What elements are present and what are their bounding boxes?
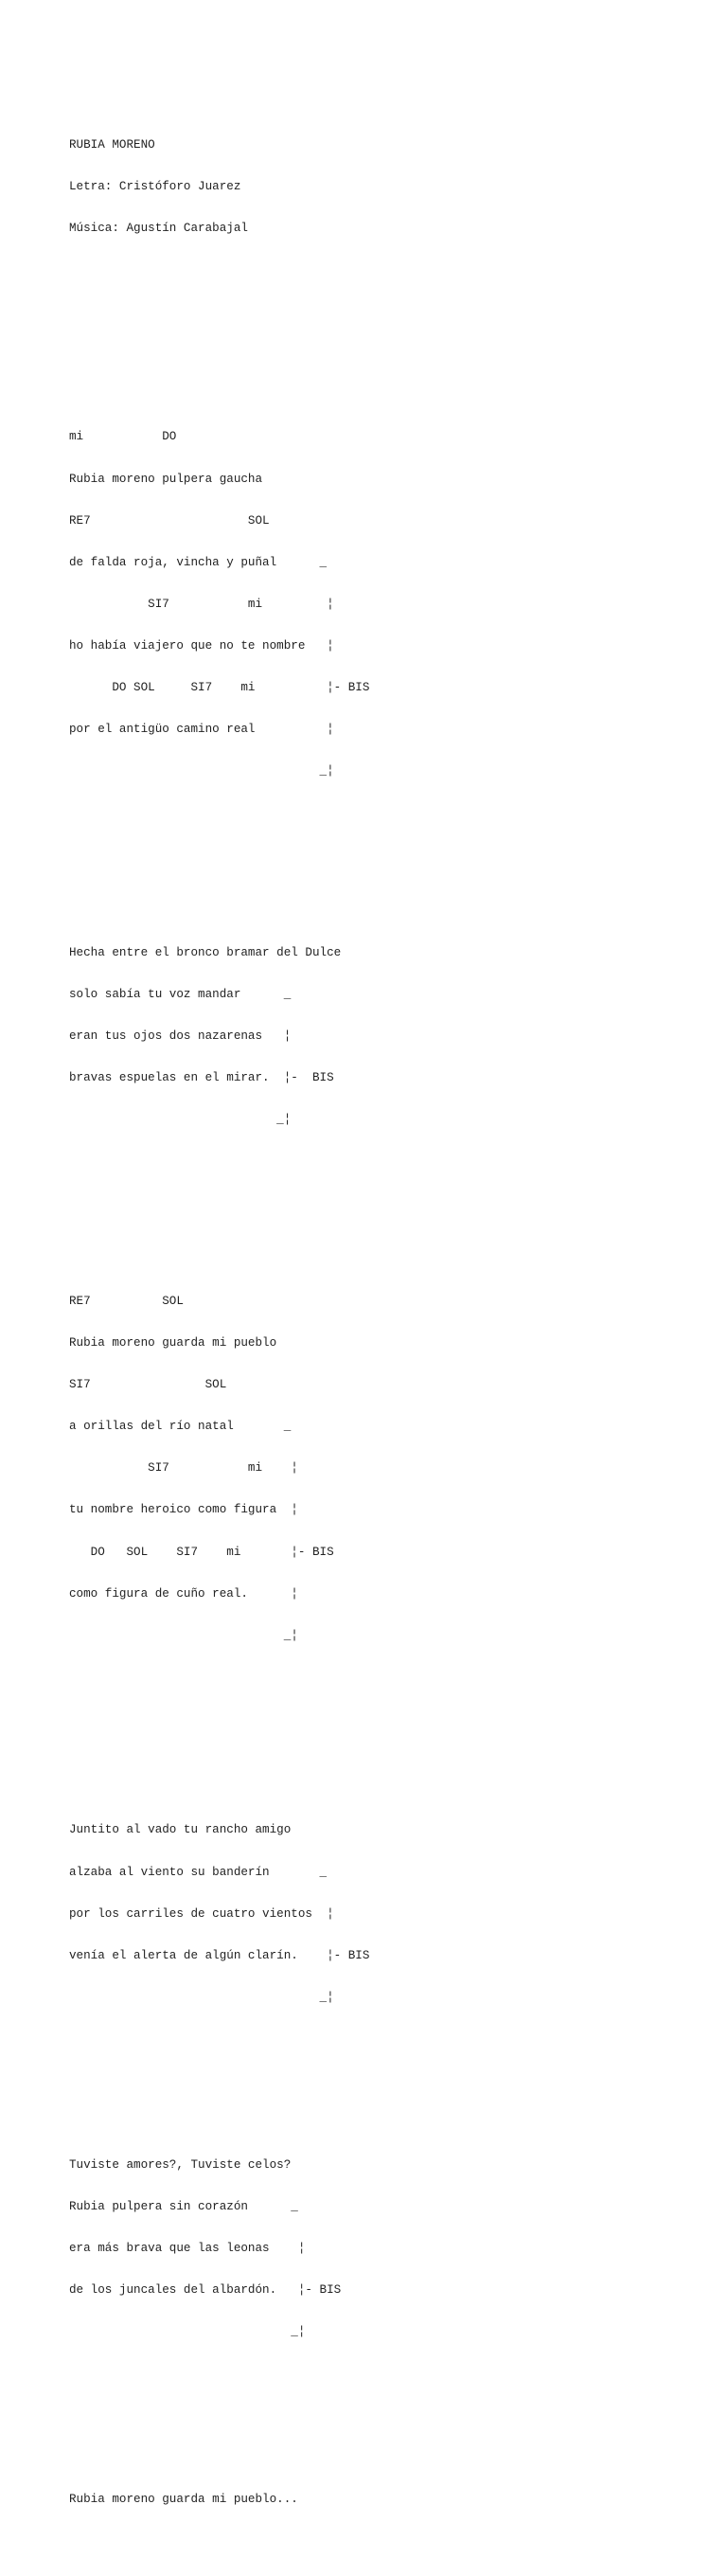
verse-1 — [69, 402, 369, 806]
lyric-line: Rubia pulpera sin corazón _ — [69, 2199, 298, 2213]
repeat-bracket: _¦ — [69, 1990, 334, 2004]
chord-line: RE7 SOL — [69, 513, 270, 528]
chord-line: DO SOL SI7 mi ¦- BIS — [69, 680, 370, 694]
lyrics-credit: Letra: Cristóforo Juarez — [69, 179, 241, 193]
lyric-line: Rubia moreno guarda mi pueblo... — [69, 2492, 298, 2506]
lyric-line: Juntito al vado tu rancho amigo — [69, 1823, 292, 1837]
lyric-line: solo sabía tu voz mandar _ — [69, 987, 292, 1001]
spacer — [69, 2408, 369, 2423]
closing-line — [69, 2464, 369, 2534]
lyric-line: eran tus ojos dos nazarenas ¦ — [69, 1029, 292, 1044]
lyric-line: Rubia moreno pulpera gaucha — [69, 472, 263, 486]
song-title: RUBIA MORENO — [69, 137, 155, 152]
lyric-line: de los juncales del albardón. ¦- BIS — [69, 2282, 342, 2297]
chorus — [69, 1267, 369, 1671]
spacer — [69, 2074, 369, 2088]
lyric-line: a orillas del río natal _ — [69, 1420, 292, 1434]
repeat-bracket: _¦ — [69, 2324, 306, 2338]
chord-line: SI7 SOL — [69, 1378, 227, 1392]
song-header — [69, 110, 369, 263]
verse-2 — [69, 918, 369, 1154]
lyric-line: Hecha entre el bronco bramar del Dulce — [69, 945, 342, 959]
lyric-line: como figura de cuño real. ¦ — [69, 1586, 298, 1601]
chord-line: RE7 SOL — [69, 1294, 184, 1308]
song-sheet — [69, 68, 369, 2576]
lyric-line: venía el alerta de algún clarín. ¦- BIS — [69, 1948, 370, 1962]
lyric-line: era más brava que las leonas ¦ — [69, 2241, 306, 2255]
repeat-bracket: _¦ — [69, 764, 334, 778]
spacer — [69, 305, 369, 361]
chord-line: DO SOL SI7 mi ¦- BIS — [69, 1545, 334, 1559]
chord-line: mi DO — [69, 430, 177, 444]
repeat-bracket: _¦ — [69, 1628, 298, 1642]
lyric-line: ho había viajero que no te nombre ¦ — [69, 638, 334, 653]
chord-line: SI7 mi ¦ — [69, 1461, 298, 1476]
lyric-line: tu nombre heroico como figura ¦ — [69, 1503, 298, 1517]
chord-line: SI7 mi ¦ — [69, 597, 334, 611]
spacer — [69, 1712, 369, 1754]
lyric-line: alzaba al viento su banderín _ — [69, 1865, 328, 1879]
lyric-line: de falda roja, vincha y puñal _ — [69, 555, 328, 569]
spacer — [69, 848, 369, 876]
lyric-line: bravas espuelas en el mirar. ¦- BIS — [69, 1071, 334, 1085]
lyric-line: por el antigüo camino real ¦ — [69, 723, 334, 737]
repeat-bracket: _¦ — [69, 1113, 292, 1127]
lyric-line: Tuviste amores?, Tuviste celos? — [69, 2157, 292, 2172]
spacer — [69, 1196, 369, 1225]
music-credit: Música: Agustín Carabajal — [69, 221, 248, 235]
verse-4 — [69, 2130, 369, 2367]
verse-3 — [69, 1796, 369, 2032]
lyric-line: Rubia moreno guarda mi pueblo — [69, 1336, 277, 1351]
lyric-line: por los carriles de cuatro vientos ¦ — [69, 1906, 334, 1921]
